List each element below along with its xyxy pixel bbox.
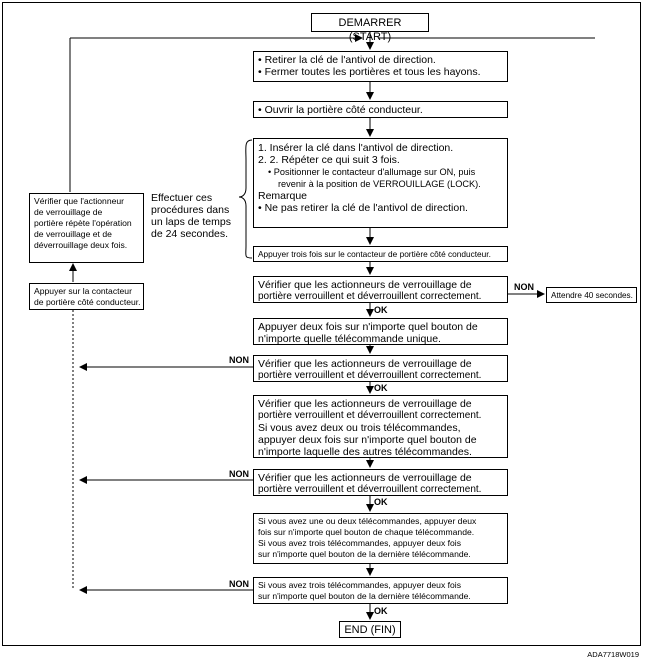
ok-label: OK (374, 497, 388, 507)
step-line: portière verrouillent et déverrouillent correctement. (258, 291, 482, 302)
step-line: revenir à la position de VERROUILLAGE (LOCK). (278, 179, 481, 189)
step-line: • Positionner le contacteur d'allumage sur ON, puis (268, 167, 476, 177)
step-line: Si vous avez trois télécommandes, appuyer deux fois (258, 580, 462, 590)
decision-verify-3 (253, 395, 508, 458)
step-line: Si vous avez deux ou trois télécommandes, (258, 422, 461, 434)
step-line: 1. Insérer la clé dans l'antivol de direction. (258, 142, 454, 154)
ok-label: OK (374, 383, 388, 393)
wait-box (546, 287, 637, 303)
decision-verify-2 (253, 355, 508, 382)
step-key-procedure (253, 138, 508, 228)
note-line: Effectuer ces (151, 192, 213, 204)
side-line: Appuyer sur la contacteur (34, 286, 132, 296)
side-line: Vérifier que l'actionneur (34, 196, 125, 206)
time-limit-note (151, 192, 231, 240)
step-line: fois sur n'importe quel bouton de chaque télécommande. (258, 527, 475, 537)
note-heading: Remarque (258, 190, 308, 202)
start-terminal: DEMARRER (START) (311, 13, 429, 32)
step-press-remote-twice (253, 318, 508, 345)
step-line: 2. 2. Répéter ce qui suit 3 fois. (258, 154, 400, 166)
step-line: sur n'importe quel bouton de la dernière télécommande. (258, 549, 471, 559)
side-line: portière répète l'opération (34, 218, 132, 228)
step-line: n'importe quelle télécommande unique. (258, 333, 441, 345)
side-line: déverrouillage deux fois. (34, 240, 128, 250)
step-line: Si vous avez trois télécommandes, appuyer deux fois (258, 538, 462, 548)
step-line: Appuyer trois fois sur le contacteur de portière côté conducteur. (258, 249, 491, 259)
step-line: sur n'importe quel bouton de la dernière télécommande. (258, 591, 471, 601)
side-line: de verrouillage de (34, 207, 103, 217)
step-line: portière verrouillent et déverrouillent correctement. (258, 484, 482, 495)
side-line: de portière côté conducteur. (34, 297, 141, 307)
end-terminal: END (FIN) (339, 621, 401, 638)
step-line: appuyer deux fois sur n'importe quel bouton de (258, 434, 477, 446)
verify-actuator-box (29, 193, 144, 263)
step-line: • Ouvrir la portière côté conducteur. (258, 104, 423, 116)
step-line: Vérifier que les actionneurs de verrouillage de (258, 279, 472, 291)
ok-label: OK (374, 606, 388, 616)
decision-verify-1 (253, 276, 508, 303)
note-line: de 24 secondes. (151, 228, 229, 240)
note-line: procédures dans (151, 204, 230, 216)
side-line: de verrouillage et de (34, 229, 112, 239)
note-line: un laps de temps (151, 216, 231, 228)
decision-verify-4 (253, 469, 508, 496)
step-line: Vérifier que les actionneurs de verrouillage de (258, 398, 472, 410)
step-line: Si vous avez une ou deux télécommandes, appuyer deux (258, 516, 477, 526)
step-line: Appuyer deux fois sur n'importe quel bouton de (258, 321, 478, 333)
non-label: NON (229, 469, 249, 479)
step-line: • Retirer la clé de l'antivol de direction. (258, 54, 436, 66)
step-remove-key (253, 51, 508, 82)
step-line: Vérifier que les actionneurs de verrouillage de (258, 358, 472, 370)
wait-text: Attendre 40 secondes. (551, 291, 633, 300)
figure-id: ADA7718W019 (587, 650, 639, 659)
step-line: n'importe laquelle des autres télécommandes. (258, 446, 472, 458)
step-open-driver-door (253, 101, 508, 118)
ok-label: OK (374, 305, 388, 315)
non-label: NON (514, 282, 534, 292)
step-line: Vérifier que les actionneurs de verrouillage de (258, 472, 472, 484)
step-remotes-three (253, 577, 508, 604)
step-line: • Fermer toutes les portières et tous les hayons. (258, 66, 481, 78)
non-label: NON (229, 355, 249, 365)
non-label: NON (229, 579, 249, 589)
step-line: • Ne pas retirer la clé de l'antivol de direction. (258, 202, 468, 214)
step-line: portière verrouillent et déverrouillent correctement. (258, 410, 482, 421)
press-door-switch-box (29, 283, 144, 310)
step-remotes-one-two (253, 513, 508, 564)
step-press-door-switch (253, 246, 508, 262)
step-line: portière verrouillent et déverrouillent correctement. (258, 370, 482, 381)
